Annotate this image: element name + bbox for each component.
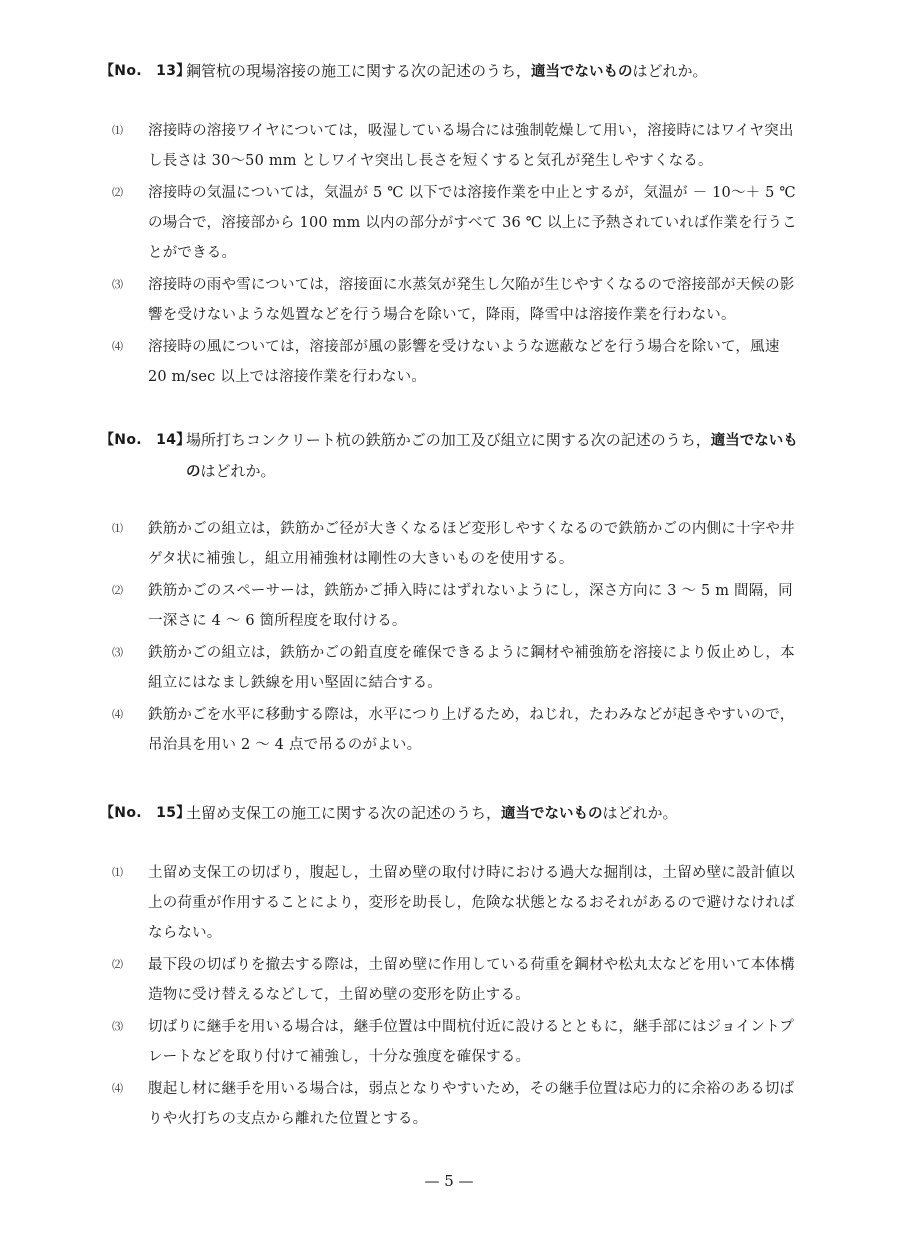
option-number: ⑵ [112, 186, 123, 199]
option-number: ⑷ [112, 340, 123, 353]
option-text: 鉄筋かごのスペーサーは，鉄筋かご挿入時にはずれないようにし，深さ方向に 3 〜 5 m 間隔，同一深さに 4 〜 6 箇所程度を取付ける。 [148, 583, 793, 629]
option-number: ⑴ [112, 124, 123, 137]
option-text: 腹起し材に継手を用いる場合は，弱点となりやすいため，その継手位置は応力的に余裕のある切ばりや火打ちの支点から離れた位置とする。 [148, 1081, 795, 1127]
emphasis: 適当でないもの [501, 806, 603, 822]
option-number: ⑶ [112, 646, 123, 659]
question-stem: 場所打ちコンクリート杭の鉄筋かごの加工及び組立に関する次の記述のうち，適当でないものはどれか。 [186, 431, 798, 480]
question-number: 【No. 14】 [100, 432, 191, 448]
option-number: ⑴ [112, 522, 123, 535]
question-14 [100, 425, 810, 487]
page-number: — 5 — [424, 1172, 474, 1190]
option-text: 溶接時の雨や雪については，溶接面に水蒸気が発生し欠陥が生じやすくなるので溶接部が天候の影響を受けないような処置などを行う場合を除いて，降雨，降雪中は溶接作業を行わない。 [148, 277, 795, 323]
question-15 [100, 798, 810, 829]
emphasis: 適当でないもの [186, 433, 798, 480]
option-text: 溶接時の気温については，気温が 5 ℃ 以下では溶接作業を中止とするが，気温が － 10〜＋ 5 ℃ の場合で，溶接部から 100 mm 以内の部分がすべて 36 ℃ 以上に予熱されていれば作業を行うことができる。 [148, 185, 797, 261]
option-text: 溶接時の溶接ワイヤについては，吸湿している場合には強制乾燥して用い，溶接時にはワイヤ突出し長さは 30〜50 mm としワイヤ突出し長さを短くすると気孔が発生しやすくなる。 [148, 123, 794, 169]
options-15 [112, 858, 802, 1136]
option-item[interactable] [112, 116, 802, 176]
question-13 [100, 56, 810, 87]
options-13 [112, 116, 802, 394]
option-number: ⑷ [112, 1082, 123, 1095]
option-number: ⑴ [112, 866, 123, 879]
option-item[interactable] [112, 576, 802, 636]
option-number: ⑷ [112, 708, 123, 721]
options-14 [112, 514, 802, 762]
question-stem: 鋼管杭の現場溶接の施工に関する次の記述のうち，適当でないものはどれか。 [186, 62, 708, 80]
option-item[interactable] [112, 514, 802, 574]
option-item[interactable] [112, 178, 802, 268]
option-text: 鉄筋かごを水平に移動する際は，水平につり上げるため，ねじれ，たわみなどが起きやすいので，吊治具を用い 2 〜 4 点で吊るのがよい。 [148, 707, 795, 753]
question-number: 【No. 15】 [100, 805, 191, 821]
option-number: ⑵ [112, 584, 123, 597]
option-text: 土留め支保工の切ばり，腹起し，土留め壁の取付け時における過大な掘削は，土留め壁に設計値以上の荷重が作用することにより，変形を助長し，危険な状態となるおそれがあるので避けなければならない。 [148, 865, 795, 941]
option-number: ⑶ [112, 1020, 123, 1033]
option-text: 最下段の切ばりを撤去する際は，土留め壁に作用している荷重を鋼材や松丸太などを用いて本体構造物に受け替えるなどして，土留め壁の変形を防止する。 [148, 957, 795, 1003]
option-item[interactable] [112, 858, 802, 948]
option-item[interactable] [112, 332, 802, 392]
option-text: 鉄筋かごの組立は，鉄筋かごの鉛直度を確保できるように鋼材や補強筋を溶接により仮止めし，本組立にはなまし鉄線を用い堅固に結合する。 [148, 645, 795, 691]
option-number: ⑶ [112, 278, 123, 291]
question-number: 【No. 13】 [100, 63, 191, 79]
question-stem: 土留め支保工の施工に関する次の記述のうち，適当でないものはどれか。 [186, 804, 678, 822]
option-text: 溶接時の風については，溶接部が風の影響を受けないような遮蔽などを行う場合を除いて，風速 20 m/sec 以上では溶接作業を行わない。 [148, 339, 780, 385]
emphasis: 適当でないもの [531, 64, 633, 80]
option-item[interactable] [112, 950, 802, 1010]
option-item[interactable] [112, 638, 802, 698]
option-item[interactable] [112, 1074, 802, 1134]
option-text: 鉄筋かごの組立は，鉄筋かご径が大きくなるほど変形しやすくなるので鉄筋かごの内側に十字や井ゲタ状に補強し，組立用補強材は剛性の大きいものを使用する。 [148, 521, 795, 567]
option-number: ⑵ [112, 958, 123, 971]
option-item[interactable] [112, 700, 802, 760]
option-item[interactable] [112, 270, 802, 330]
option-item[interactable] [112, 1012, 802, 1072]
option-text: 切ばりに継手を用いる場合は，継手位置は中間杭付近に設けるとともに，継手部にはジョイントプレートなどを取り付けて補強し，十分な強度を確保する。 [148, 1019, 795, 1065]
